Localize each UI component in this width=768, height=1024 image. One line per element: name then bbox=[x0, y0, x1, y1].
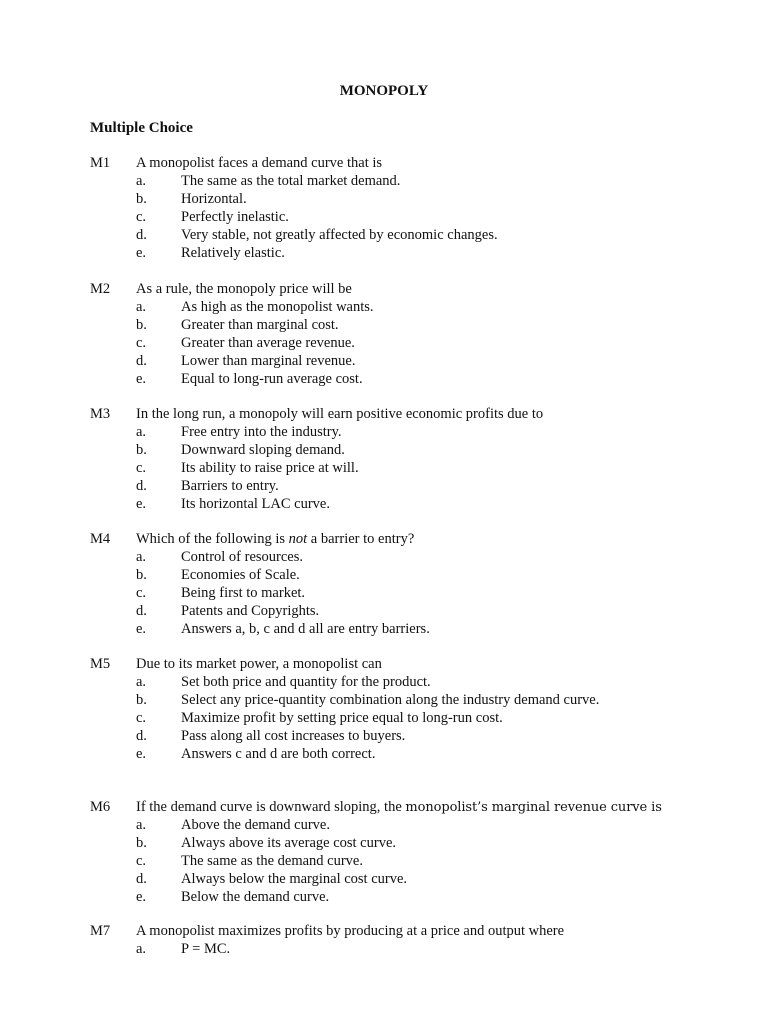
answer-option bbox=[0, 459, 768, 477]
option-letter: e. bbox=[136, 746, 147, 762]
answer-option bbox=[0, 190, 768, 208]
option-text: Its horizontal LAC curve. bbox=[181, 496, 330, 512]
option-text: Its ability to raise price at will. bbox=[181, 460, 359, 476]
option-text: Answers a, b, c and d all are entry barriers. bbox=[181, 621, 430, 637]
option-letter: e. bbox=[136, 621, 147, 637]
question-text-before: Which of the following is bbox=[136, 531, 289, 547]
question-text-after: a barrier to entry? bbox=[307, 531, 415, 547]
option-text: Select any price-quantity combination along the industry demand curve. bbox=[181, 692, 600, 708]
option-letter: d. bbox=[136, 871, 147, 887]
answer-option bbox=[0, 441, 768, 459]
option-letter: d. bbox=[136, 603, 147, 619]
question-text-main: If the demand curve is downward sloping, the bbox=[136, 799, 406, 815]
option-text: Very stable, not greatly affected by economic changes. bbox=[181, 227, 498, 243]
answer-option bbox=[0, 620, 768, 638]
answer-option bbox=[0, 709, 768, 727]
question-text-tail: monopolist’s marginal revenue curve is bbox=[405, 800, 662, 815]
option-letter: c. bbox=[136, 853, 147, 869]
question-text bbox=[136, 798, 662, 817]
question-number: M3 bbox=[90, 406, 111, 422]
question-text: In the long run, a monopoly will earn positive economic profits due to bbox=[136, 406, 544, 422]
option-text: The same as the demand curve. bbox=[181, 853, 363, 869]
answer-option bbox=[0, 172, 768, 190]
answer-option bbox=[0, 370, 768, 388]
option-text: Always below the marginal cost curve. bbox=[181, 871, 408, 887]
question-text: A monopolist maximizes profits by producing at a price and output where bbox=[136, 923, 565, 939]
option-letter: c. bbox=[136, 335, 147, 351]
answer-option bbox=[0, 244, 768, 262]
answer-option bbox=[0, 423, 768, 441]
option-text: Maximize profit by setting price equal to long-run cost. bbox=[181, 710, 503, 726]
answer-option bbox=[0, 745, 768, 763]
answer-option bbox=[0, 477, 768, 495]
question-number: M6 bbox=[90, 799, 111, 815]
option-text: Equal to long-run average cost. bbox=[181, 371, 363, 387]
answer-option bbox=[0, 852, 768, 870]
answer-option bbox=[0, 334, 768, 352]
option-text: Set both price and quantity for the product. bbox=[181, 674, 431, 690]
option-letter: e. bbox=[136, 496, 147, 512]
answer-option bbox=[0, 548, 768, 566]
option-text: Answers c and d are both correct. bbox=[181, 746, 376, 762]
question-stem bbox=[0, 922, 768, 940]
option-text: P = MC. bbox=[181, 941, 231, 957]
answer-option bbox=[0, 870, 768, 888]
answer-option bbox=[0, 834, 768, 852]
option-letter: a. bbox=[136, 424, 147, 440]
question-stem bbox=[0, 655, 768, 673]
option-text: Economies of Scale. bbox=[181, 567, 300, 583]
question-number: M5 bbox=[90, 656, 111, 672]
option-letter: d. bbox=[136, 728, 147, 744]
option-letter: a. bbox=[136, 817, 147, 833]
question-m4 bbox=[0, 530, 768, 638]
question-m2 bbox=[0, 280, 768, 388]
option-letter: b. bbox=[136, 567, 147, 583]
option-letter: e. bbox=[136, 245, 147, 261]
option-text: The same as the total market demand. bbox=[181, 173, 401, 189]
document-title: MONOPOLY bbox=[339, 83, 429, 99]
question-text: A monopolist faces a demand curve that is bbox=[136, 155, 383, 171]
question-m3 bbox=[0, 405, 768, 513]
answer-option bbox=[0, 226, 768, 244]
answer-option bbox=[0, 816, 768, 834]
option-text: Lower than marginal revenue. bbox=[181, 353, 356, 369]
answer-option bbox=[0, 495, 768, 513]
option-letter: d. bbox=[136, 227, 147, 243]
option-text: Always above its average cost curve. bbox=[181, 835, 397, 851]
question-number: M1 bbox=[90, 155, 111, 171]
question-text-emphasis: not bbox=[288, 531, 308, 547]
option-letter: a. bbox=[136, 549, 147, 565]
option-letter: b. bbox=[136, 835, 147, 851]
answer-option bbox=[0, 673, 768, 691]
option-text: Greater than average revenue. bbox=[181, 335, 355, 351]
answer-option bbox=[0, 298, 768, 316]
option-letter: a. bbox=[136, 299, 147, 315]
answer-option bbox=[0, 352, 768, 370]
option-text: Being first to market. bbox=[181, 585, 306, 601]
option-text: As high as the monopolist wants. bbox=[181, 299, 374, 315]
option-letter: b. bbox=[136, 317, 147, 333]
option-text: Pass along all cost increases to buyers. bbox=[181, 728, 406, 744]
option-text: Greater than marginal cost. bbox=[181, 317, 339, 333]
answer-option bbox=[0, 888, 768, 906]
option-letter: a. bbox=[136, 173, 147, 189]
option-text: Above the demand curve. bbox=[181, 817, 330, 833]
option-letter: b. bbox=[136, 692, 147, 708]
question-text: Due to its market power, a monopolist can bbox=[136, 656, 382, 672]
answer-option bbox=[0, 566, 768, 584]
answer-option bbox=[0, 602, 768, 620]
question-number: M4 bbox=[90, 531, 111, 547]
answer-option bbox=[0, 208, 768, 226]
option-letter: c. bbox=[136, 710, 147, 726]
option-letter: c. bbox=[136, 209, 147, 225]
question-m1 bbox=[0, 154, 768, 262]
option-text: Relatively elastic. bbox=[181, 245, 285, 261]
option-text: Free entry into the industry. bbox=[181, 424, 342, 440]
option-text: Barriers to entry. bbox=[181, 478, 279, 494]
question-stem bbox=[0, 798, 768, 816]
option-letter: d. bbox=[136, 478, 147, 494]
option-text: Horizontal. bbox=[181, 191, 247, 207]
question-m5 bbox=[0, 655, 768, 763]
option-letter: b. bbox=[136, 191, 147, 207]
option-letter: c. bbox=[136, 460, 147, 476]
option-letter: c. bbox=[136, 585, 147, 601]
option-text: Perfectly inelastic. bbox=[181, 209, 289, 225]
option-text: Patents and Copyrights. bbox=[181, 603, 320, 619]
option-letter: a. bbox=[136, 674, 147, 690]
section-heading: Multiple Choice bbox=[90, 120, 193, 136]
option-letter: b. bbox=[136, 442, 147, 458]
option-letter: d. bbox=[136, 353, 147, 369]
answer-option bbox=[0, 940, 768, 958]
question-stem bbox=[0, 530, 768, 548]
answer-option bbox=[0, 316, 768, 334]
option-letter: a. bbox=[136, 941, 147, 957]
question-stem bbox=[0, 280, 768, 298]
question-text: As a rule, the monopoly price will be bbox=[136, 281, 352, 297]
question-text bbox=[136, 530, 414, 548]
answer-option bbox=[0, 727, 768, 745]
option-text: Control of resources. bbox=[181, 549, 304, 565]
question-number: M7 bbox=[90, 923, 111, 939]
option-letter: e. bbox=[136, 371, 147, 387]
question-number: M2 bbox=[90, 281, 111, 297]
question-m7 bbox=[0, 922, 768, 958]
question-stem bbox=[0, 154, 768, 172]
question-m6 bbox=[0, 798, 768, 906]
option-text: Below the demand curve. bbox=[181, 889, 330, 905]
question-stem bbox=[0, 405, 768, 423]
answer-option bbox=[0, 691, 768, 709]
option-text: Downward sloping demand. bbox=[181, 442, 345, 458]
answer-option bbox=[0, 584, 768, 602]
option-letter: e. bbox=[136, 889, 147, 905]
